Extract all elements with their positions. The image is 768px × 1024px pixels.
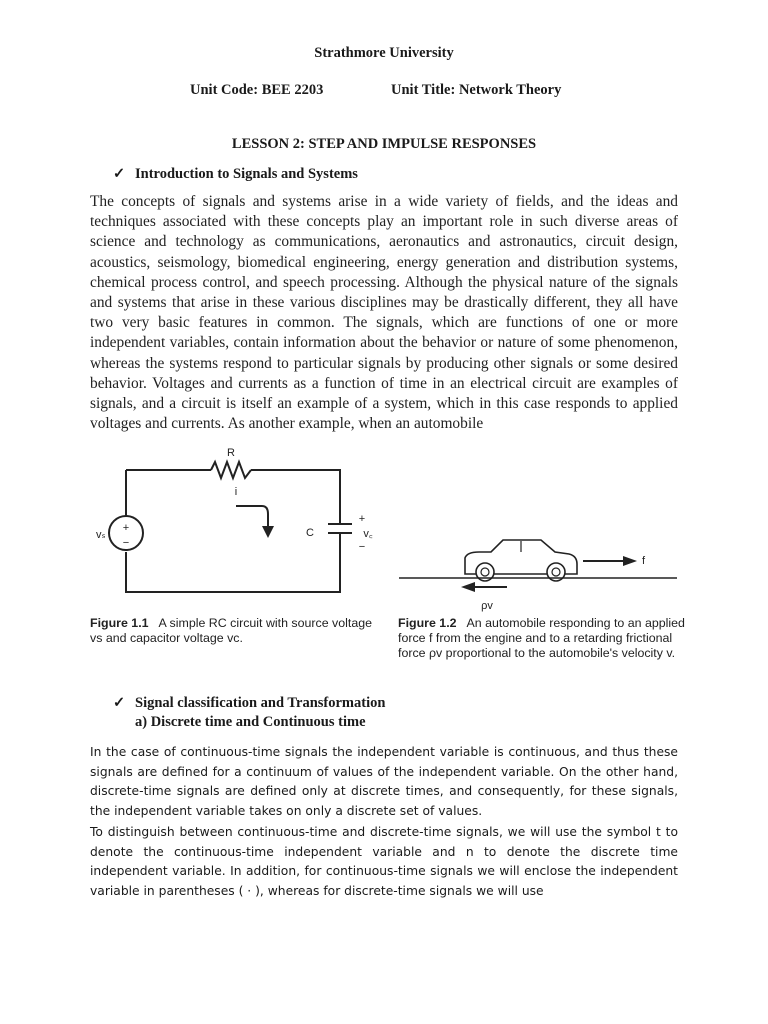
friction-arrow-icon [461,582,475,592]
lesson-title: LESSON 2: STEP AND IMPULSE RESPONSES [231,136,537,152]
figure1-label: Figure 1.1 [90,616,149,630]
section-heading-classification [113,695,385,712]
figure1-caption-text: A simple RC circuit with source voltage vs and capacitor voltage vc. [90,616,373,645]
subsection-heading: a) Discrete time and Continuous time [135,714,366,730]
intro-paragraph: The concepts of signals and systems arise in a wide variety of fields, and the ideas and techniques associated with these concepts play an important role in such diverse areas of science and technology as communications, aeronautics and astronautics, circuit design, acoustics, seismology, biomedical engineering, energy generation and distribution systems, chemical process control, and speech processing. Although the physical nature of the signals and systems that arise in these various disciplines may be drastically different, they all have two very basic features in common. The signals, which are functions of one or more independent variables, contain information about the behavior or nature of some phenomenon, whereas the systems respond to particular signals by producing other signals or some desired behavior. Voltages and currents as a function of time in an electrical circuit are examples of signals, and a circuit is itself an example of a system, which in this case responds to applied voltages and currents. As another example, when an automobile [90,193,678,433]
source-minus-sign: − [122,537,130,549]
figure2-label: Figure 1.2 [398,616,457,630]
institution-title: Strathmore University [314,45,454,61]
capacitor-plus-sign: + [358,513,366,525]
current-arrowhead [262,526,274,538]
force-label: f [642,555,646,567]
checkmark-icon: ✓ [113,166,126,182]
unit-code: Unit Code: BEE 2203 [190,82,324,98]
figure-automobile [395,440,685,615]
capacitor-label: C [306,527,314,539]
source-plus-sign: + [122,522,130,534]
rc-circuit-diagram [86,440,376,615]
unit-title: Unit Title: Network Theory [391,82,562,98]
section-heading-classification-text: Signal classification and Transformation [135,695,386,711]
section-heading-intro [113,166,358,183]
friction-label: ρv [481,600,493,612]
automobile-diagram [395,440,685,615]
section-heading-intro-text: Introduction to Signals and Systems [135,166,358,182]
resistor-label: R [227,447,235,459]
paragraph-continuous-discrete: In the case of continuous-time signals the independent variable is continuous, and thus these signals are defined for a continuum of values of the independent variable. On the other hand, discrete-time signals are defined only at discrete times, and consequently, for these signals, the independent variable takes on only a discrete set of values. [90,745,678,818]
figure1-caption [90,616,380,646]
source-voltage-label: vₛ [96,529,106,541]
force-arrow-icon [623,556,637,566]
capacitor-voltage-label: v꜀ [363,528,373,540]
figure2-caption [398,616,698,661]
checkmark-icon: ✓ [113,695,126,711]
capacitor-minus-sign: − [358,541,366,553]
figure2-caption-text: An automobile responding to an applied force f from the engine and to a retarding frictional force ρv proportional to the automobile's velocity v. [398,616,685,660]
car-icon [465,540,577,581]
figure-rc-circuit [86,440,376,615]
paragraph-notation: To distinguish between continuous-time and discrete-time signals, we will use the symbol t to denote the continuous-time independent variable and n to denote the discrete time independent variable. In addition, for continuous-time signals we will enclose the independent variable in parentheses ( · ), whereas for discrete-time signals we will use [90,825,678,898]
current-label: i [234,486,238,498]
